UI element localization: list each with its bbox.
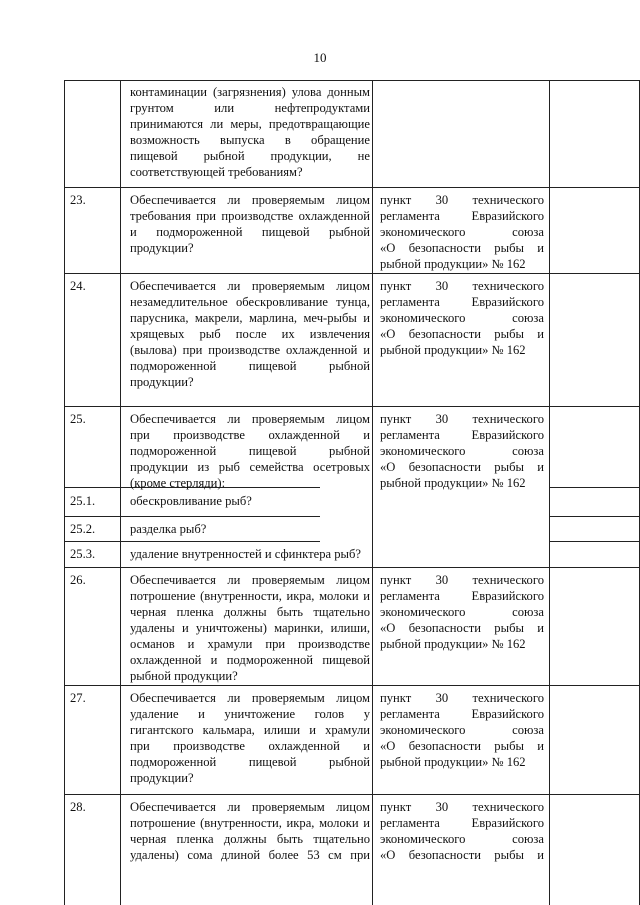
text-line: «О безопасности рыбы и xyxy=(380,460,544,474)
question-text xyxy=(130,546,370,562)
text-line: продукции? xyxy=(130,771,194,785)
text-line: «О безопасности рыбы и xyxy=(380,241,544,255)
text-line: Обеспечивается ли проверяемым лицом xyxy=(130,691,370,705)
text-line: «О безопасности рыбы и xyxy=(380,739,544,753)
text-line: экономического союза xyxy=(380,723,544,737)
text-line: регламента Евразийского xyxy=(380,707,544,721)
text-line: черная пленка должны быть тщательно xyxy=(130,832,370,846)
text-line: при производстве охлажденной и xyxy=(130,428,370,442)
text-line: подмороженной пищевой рыбной xyxy=(130,755,370,769)
text-line: удалены и уничтожены) маринки, илиши, xyxy=(130,621,370,635)
checklist-table xyxy=(64,80,640,905)
text-line: черная пленка должны быть тщательно xyxy=(130,605,370,619)
text-line: охлажденной и подмороженной пищевой xyxy=(130,653,370,667)
text-line: экономического союза xyxy=(380,444,544,458)
row-number: 25.1. xyxy=(70,494,96,508)
column-border xyxy=(120,80,121,905)
row-number: 25. xyxy=(70,412,86,426)
text-line: Обеспечивается ли проверяемым лицом xyxy=(130,573,370,587)
text-line: требования при производстве охлажденной xyxy=(130,209,370,223)
text-line: «О безопасности рыбы и xyxy=(380,327,544,341)
text-line: (вылова) при производстве охлажденной и xyxy=(130,343,370,357)
row-number: 26. xyxy=(70,573,86,587)
text-line: подмороженной пищевой рыбной xyxy=(130,444,370,458)
text-line: пункт 30 технического xyxy=(380,573,544,587)
text-line: продукции? xyxy=(130,375,194,389)
text-line: пункт 30 технического xyxy=(380,691,544,705)
text-line: Обеспечивается ли проверяемым лицом xyxy=(130,800,370,814)
column-border xyxy=(549,80,550,905)
text-line: рыбной продукции» № 162 xyxy=(380,755,526,769)
text-line: экономического союза xyxy=(380,311,544,325)
question-text xyxy=(130,690,370,786)
text-line: «О безопасности рыбы и xyxy=(380,848,544,862)
text-line: контаминации (загрязнения) улова донным xyxy=(130,85,370,99)
row-border xyxy=(64,794,640,795)
text-line: «О безопасности рыбы и xyxy=(380,621,544,635)
text-line: рыбной продукции» № 162 xyxy=(380,257,526,271)
text-line: удаление и уничтожение голов у xyxy=(130,707,370,721)
text-line: регламента Евразийского xyxy=(380,295,544,309)
page-number: 10 xyxy=(313,50,327,65)
text-line: удаление внутренностей и сфинктера рыб? xyxy=(130,547,361,561)
text-line: регламента Евразийского xyxy=(380,209,544,223)
column-border xyxy=(64,80,65,905)
text-line: экономического союза xyxy=(380,605,544,619)
text-line: пункт 30 технического xyxy=(380,412,544,426)
text-line: рыбной продукции» № 162 xyxy=(380,476,526,490)
text-line: Обеспечивается ли проверяемым лицом xyxy=(130,412,370,426)
row-border xyxy=(64,567,640,568)
question-text xyxy=(130,799,370,863)
text-line: Обеспечивается ли проверяемым лицом xyxy=(130,279,370,293)
text-line: принимаются ли меры, предотвращающие xyxy=(130,117,370,131)
text-line: подмороженной пищевой рыбной xyxy=(130,359,370,373)
question-text xyxy=(130,493,370,509)
text-line: продукции из рыб семейства осетровых xyxy=(130,460,370,474)
question-text xyxy=(130,192,370,256)
text-line: грунтом или нефтепродуктами xyxy=(130,101,370,115)
text-line: Обеспечивается ли проверяемым лицом xyxy=(130,193,370,207)
row-number: 23. xyxy=(70,193,86,207)
text-line: возможность выпуска в обращение xyxy=(130,133,370,147)
reference-text xyxy=(380,278,544,358)
row-border xyxy=(64,80,640,81)
row-border xyxy=(64,541,320,542)
text-line: регламента Евразийского xyxy=(380,816,544,830)
text-line: парусника, макрели, марлина, меч-рыбы и xyxy=(130,311,370,325)
text-line: рыбной продукции» № 162 xyxy=(380,637,526,651)
text-line: османов и храмули при производстве xyxy=(130,637,370,651)
text-line: обескровливание рыб? xyxy=(130,494,252,508)
question-text xyxy=(130,84,370,180)
reference-text xyxy=(380,690,544,770)
reference-text xyxy=(380,572,544,652)
text-line: незамедлительное обескровливание тунца, xyxy=(130,295,370,309)
row-number: 28. xyxy=(70,800,86,814)
question-text xyxy=(130,521,370,537)
text-line: пищевой рыбной продукции, не xyxy=(130,149,370,163)
reference-text xyxy=(380,799,544,863)
text-line: рыбной продукции» № 162 xyxy=(380,343,526,357)
text-line: разделка рыб? xyxy=(130,522,207,536)
row-number: 27. xyxy=(70,691,86,705)
text-line: и подмороженной пищевой рыбной xyxy=(130,225,370,239)
row-border xyxy=(549,516,640,517)
text-line: гигантского кальмара, илиши и храмули xyxy=(130,723,370,737)
row-border xyxy=(64,685,640,686)
row-border xyxy=(549,541,640,542)
question-text xyxy=(130,572,370,684)
text-line: регламента Евразийского xyxy=(380,589,544,603)
text-line: при производстве охлажденной и xyxy=(130,739,370,753)
text-line: потрошение (внутренности, икра, молоки и xyxy=(130,589,370,603)
row-border xyxy=(64,516,320,517)
text-line: хрящевых рыб после их извлечения xyxy=(130,327,370,341)
column-border xyxy=(372,80,373,905)
reference-text xyxy=(380,411,544,491)
text-line: пункт 30 технического xyxy=(380,800,544,814)
row-border xyxy=(64,273,640,274)
text-line: регламента Евразийского xyxy=(380,428,544,442)
row-border xyxy=(64,406,640,407)
text-line: потрошение (внутренности, икра, молоки и xyxy=(130,816,370,830)
row-border xyxy=(64,187,640,188)
text-line: экономического союза xyxy=(380,225,544,239)
text-line: соответствующей требованиям? xyxy=(130,165,303,179)
row-number: 25.2. xyxy=(70,522,96,536)
row-border xyxy=(549,487,640,488)
question-text xyxy=(130,278,370,390)
row-number: 25.3. xyxy=(70,547,96,561)
row-number: 24. xyxy=(70,279,86,293)
text-line: продукции? xyxy=(130,241,194,255)
text-line: рыбной продукции? xyxy=(130,669,238,683)
text-line: пункт 30 технического xyxy=(380,279,544,293)
text-line: пункт 30 технического xyxy=(380,193,544,207)
text-line: экономического союза xyxy=(380,832,544,846)
question-text xyxy=(130,411,370,491)
reference-text xyxy=(380,192,544,272)
text-line: удалены) сома длиной более 53 см при xyxy=(130,848,370,862)
text-line: (кроме стерляди): xyxy=(130,476,226,490)
